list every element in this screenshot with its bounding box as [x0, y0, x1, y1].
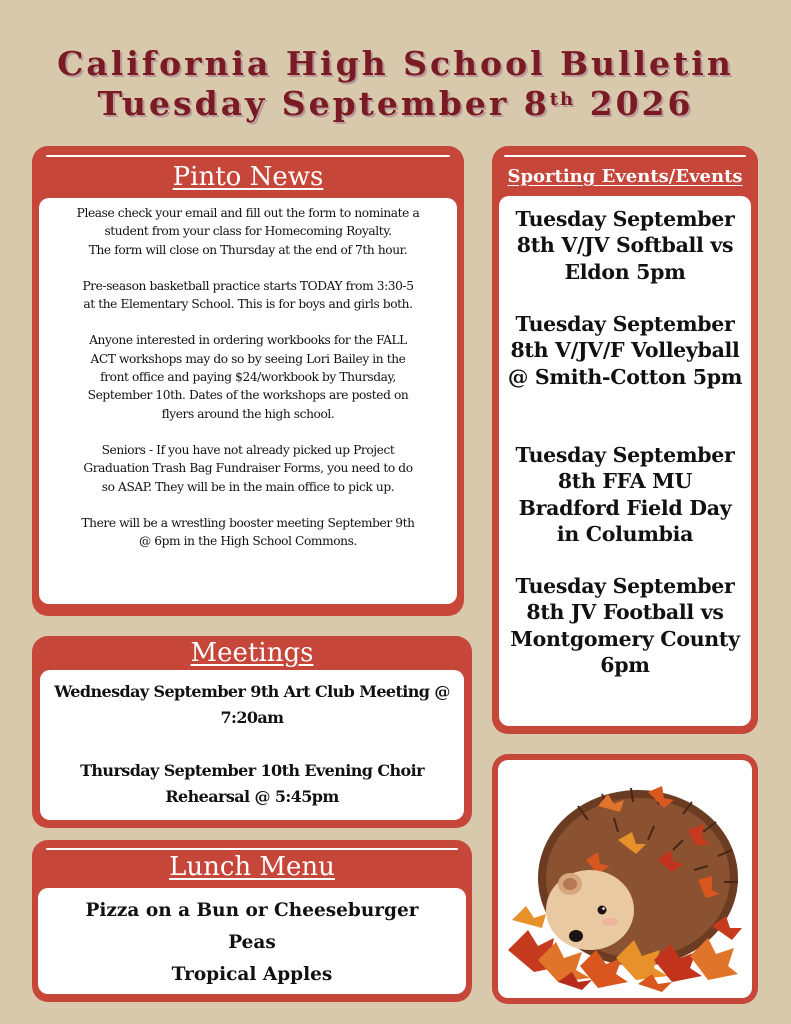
meeting-item: Thursday September 10th Evening Choir Rehearsal @ 5:45pm	[80, 761, 424, 806]
divider	[46, 848, 458, 850]
pinto-news-body	[39, 198, 457, 604]
event-item: Tuesday September 8th V/JV/F Volleyball @ Smith-Cotton 5pm	[507, 312, 743, 389]
lunch-menu-card	[32, 840, 472, 1002]
title-line-2	[0, 84, 791, 124]
lunch-item: Tropical Apples	[171, 964, 333, 985]
lunch-menu-body	[38, 888, 466, 994]
event-item: Tuesday September 8th FFA MU Bradford Field Day in Columbia	[515, 443, 735, 546]
illustration-card	[492, 754, 758, 1004]
news-item: Please check your email and fill out the form to nominate a student from your class for Homecoming Royalty. The form will close on Thursday at the end of 7th hour.	[76, 206, 420, 257]
illustration-frame	[498, 760, 752, 998]
lunch-item: Pizza on a Bun or Cheeseburger	[85, 900, 419, 921]
title-date-suffix: th	[549, 89, 576, 110]
sporting-events-card	[492, 146, 758, 734]
title-date: Tuesday September 8	[97, 84, 550, 123]
meetings-card	[32, 636, 472, 828]
news-item: Seniors - If you have not already picked up Project Graduation Trash Bag Fundraiser Forms, you need to do so ASAP. They will be in the main office to pick up.	[83, 442, 413, 494]
event-item: Tuesday September 8th V/JV Softball vs Eldon 5pm	[515, 207, 735, 284]
meetings-body	[40, 670, 464, 820]
meeting-item: Wednesday September 9th Art Club Meeting @ 7:20am	[54, 682, 450, 727]
divider	[504, 155, 746, 157]
lunch-item: Peas	[228, 932, 276, 953]
bulletin-title	[0, 44, 791, 124]
sporting-events-title: Sporting Events/Events	[507, 166, 743, 187]
sporting-events-body	[499, 196, 751, 726]
news-item: There will be a wrestling booster meeting September 9th @ 6pm in the High School Commons.	[81, 515, 415, 549]
meetings-title: Meetings	[190, 638, 314, 668]
pinto-news-title: Pinto News	[172, 162, 324, 192]
news-item: Pre-season basketball practice starts TODAY from 3:30-5 at the Elementary School. This is for boys and girls both.	[82, 278, 414, 312]
hedgehog-in-autumn-leaves-illustration	[498, 760, 752, 998]
title-line-1: California High School Bulletin	[57, 44, 734, 83]
divider	[46, 155, 450, 157]
pinto-news-card	[32, 146, 464, 616]
lunch-menu-title: Lunch Menu	[169, 852, 335, 882]
news-item: Anyone interested in ordering workbooks for the FALL ACT workshops may do so by seeing Lori Bailey in the front office and paying $24/workbook by Thursday, September 10th. Dates of the workshops are posted on flyers around the high school.	[87, 333, 409, 421]
title-year: 2026	[575, 84, 694, 123]
event-item: Tuesday September 8th JV Football vs Montgomery County 6pm	[510, 574, 740, 677]
